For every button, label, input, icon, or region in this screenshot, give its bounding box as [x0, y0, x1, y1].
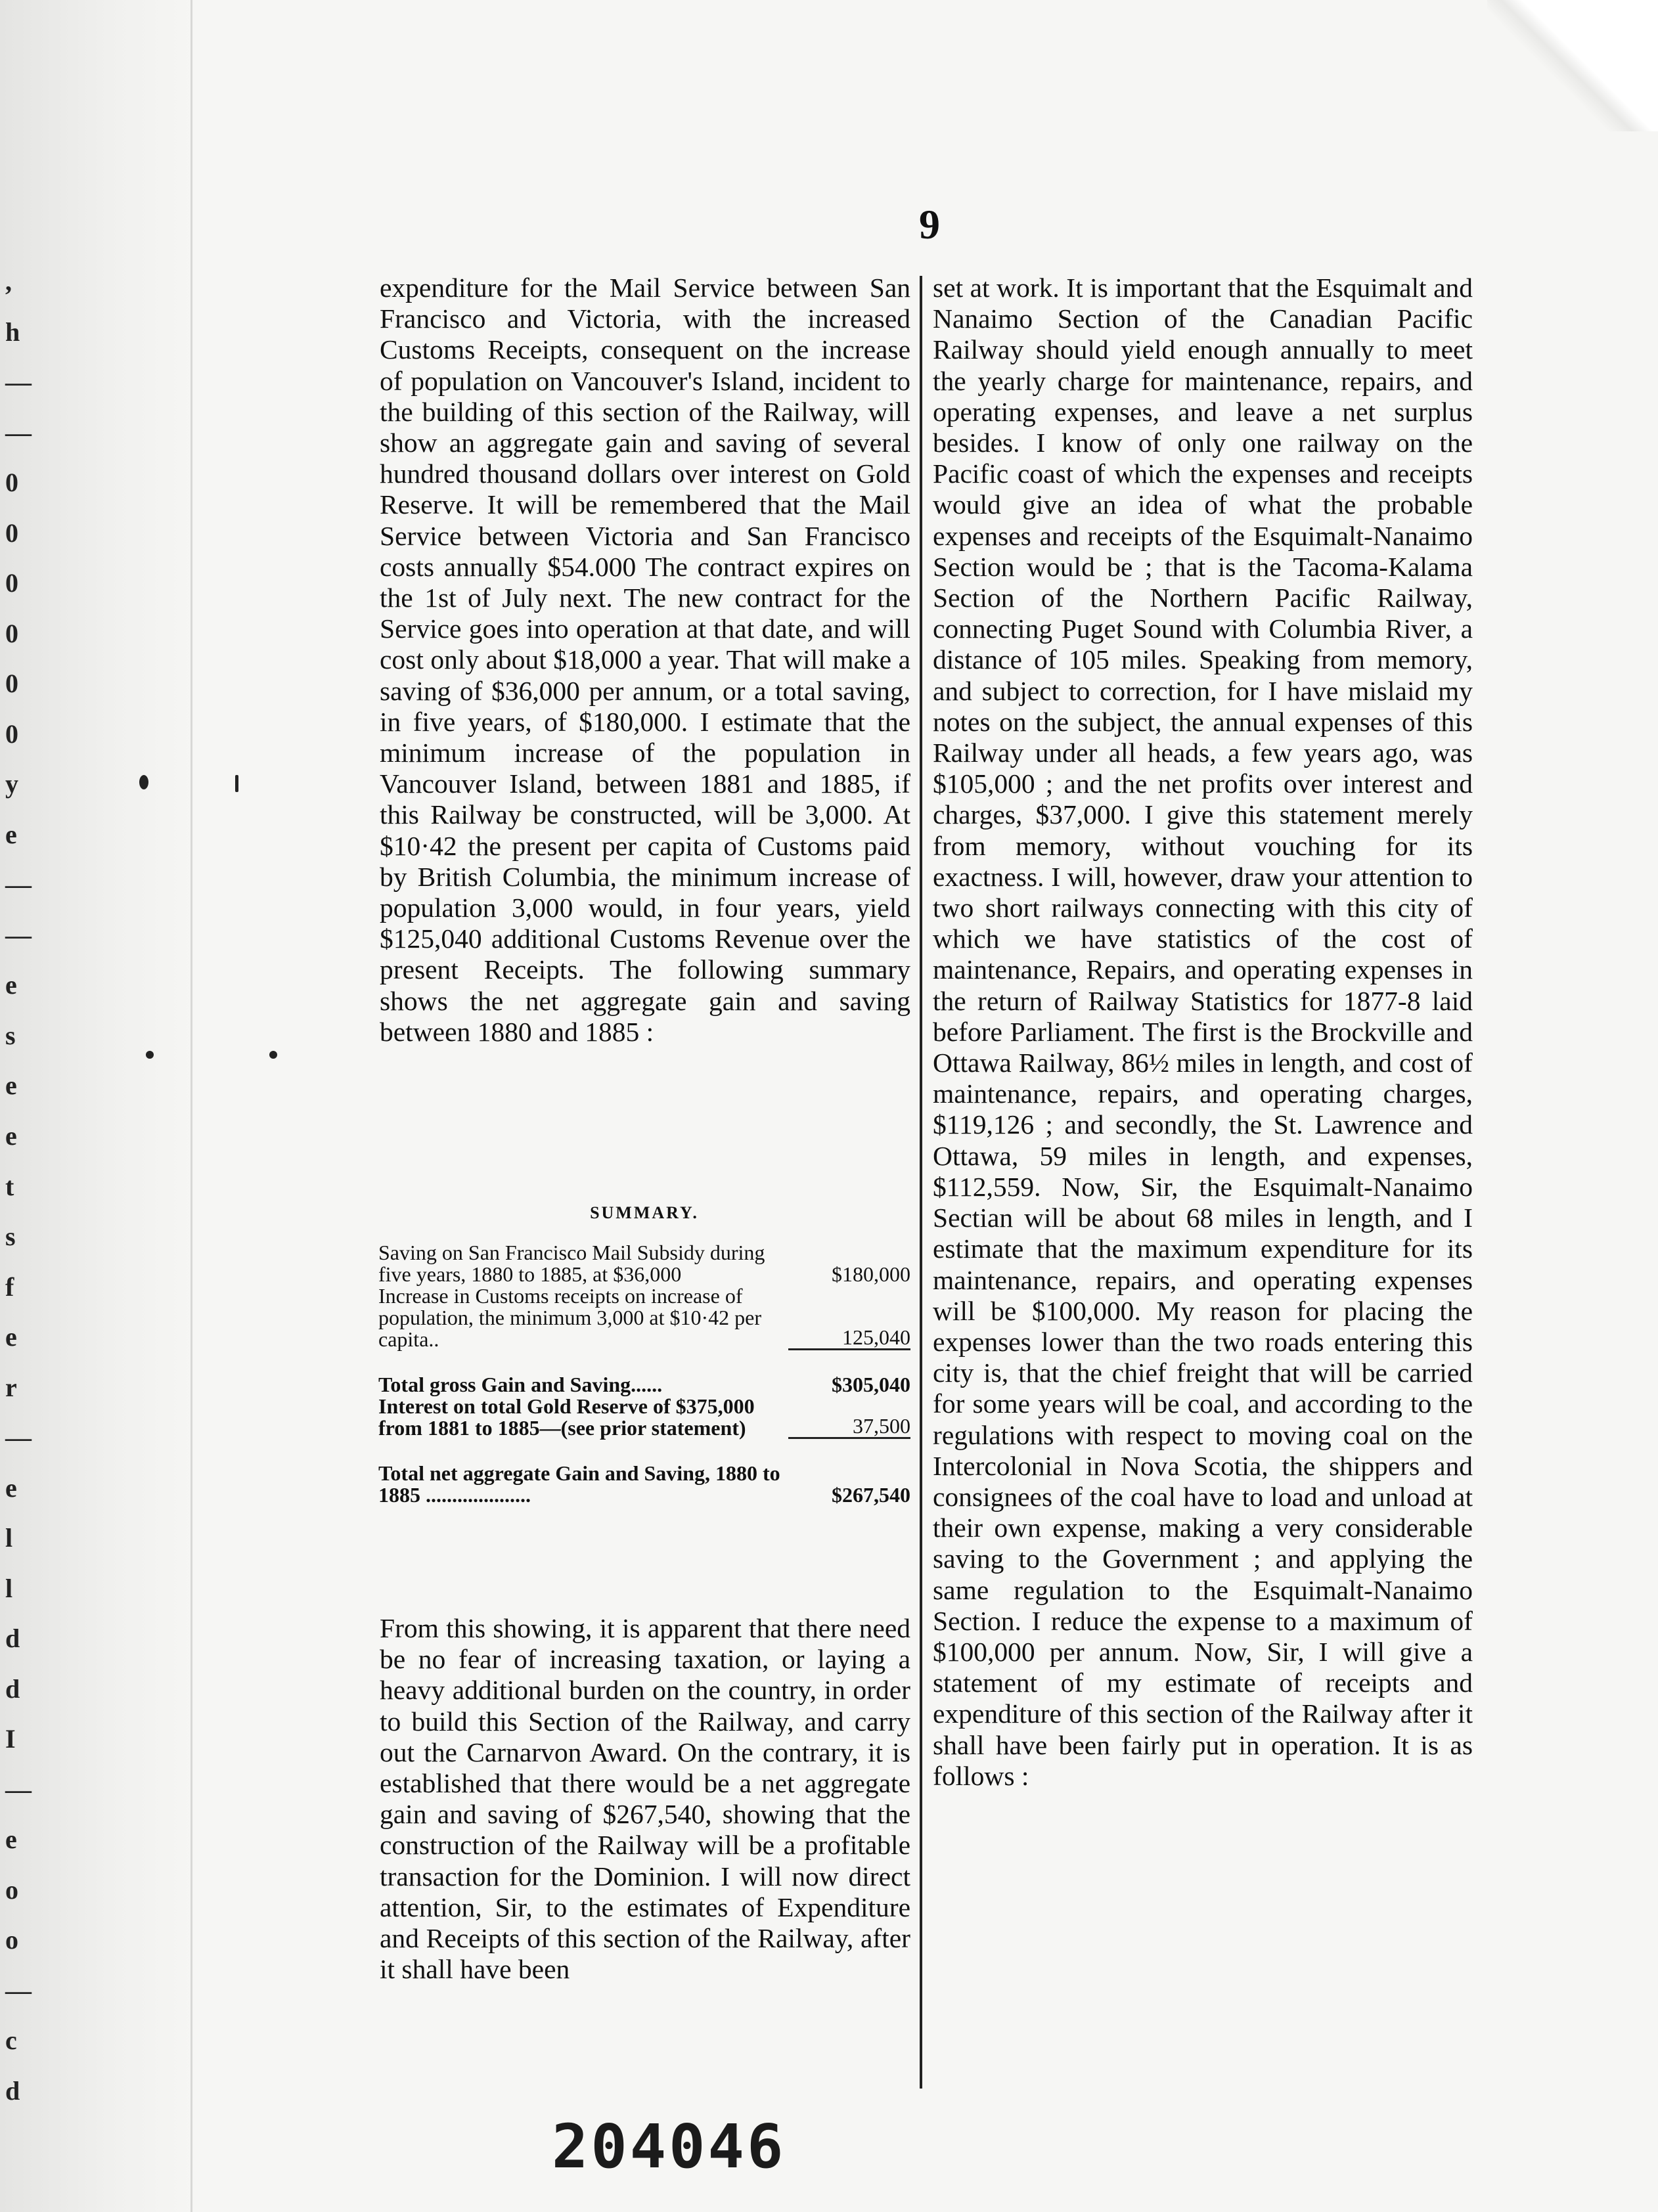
summary-row-label: Saving on San Francisco Mail Subsidy during five years, 1880 to 1885, at $36,000 — [378, 1241, 765, 1286]
summary-row-label: Total net aggregate Gain and Saving, 1880 to 1885 .................... — [378, 1461, 780, 1507]
bleed-mark: 0 — [5, 468, 18, 497]
left-column-paragraph-1: expenditure for the Mail Service between San Francisco and Victoria, with the increased Customs Receipts, consequent on the increase of population on Vancouver's Island, incident to the building of this section of the Railway, will show an aggregate gain and saving of several hundred thousand dollars over interest on Gold Reserve. It will be remembered that the Mail Service between Victoria and San Francisco costs annually $54.000 The contract expires on the 1st of July next. The new contract for the Service goes into operation at that date, and will cost only about $18,000 a year. That will make a saving of $36,000 per annum, or a total saving, in five years, of $180,000. I estimate that the minimum increase of the population in Vancouver Island, between 1881 and 1885, if this Railway be constructed, will be 3,000. At $10·42 the present per capita of Customs paid by British Columbia, the minimum increase of population 3,000 would, in four years, yield $125,040 additional Customs Revenue over the present Receipts. The following summary shows the net aggregate gain and saving between 1880 and 1885 : — [380, 273, 910, 1047]
bleed-mark: s — [5, 1021, 16, 1050]
left-column — [380, 273, 910, 1048]
bleed-mark: h — [5, 317, 20, 347]
ink-speck — [146, 1051, 154, 1059]
bleed-mark: 0 — [5, 619, 18, 648]
page-number: 9 — [919, 201, 940, 248]
bleed-mark: o — [5, 1925, 18, 1955]
summary-row-mail-saving — [378, 1242, 910, 1285]
summary-row-amount: 125,040 — [788, 1327, 910, 1350]
bleed-mark: e — [5, 1473, 17, 1503]
bleed-mark: l — [5, 1574, 13, 1603]
bleed-mark: l — [5, 1523, 13, 1553]
left-column-paragraph-2: From this showing, it is apparent that there need be no fear of increasing taxation, or laying a heavy additional burden on the country, in order to build this Section of the Railway, and carry out the Carnarvon Award. On the contrary, it is established that there would be a net aggregate gain and saving of $267,540, showing that the construction of the Railway will be a profitable transaction for the Dominion. I will now direct attention, Sir, to the estimates of Expenditure and Receipts of this section of the Railway, after it shall have been — [380, 1613, 910, 1985]
summary-row-amount: $180,000 — [832, 1262, 910, 1286]
bleed-mark: 0 — [5, 568, 18, 598]
bleed-mark: r — [5, 1373, 17, 1402]
bleed-mark: — — [5, 367, 32, 397]
bleed-mark: — — [5, 920, 32, 950]
bleed-mark: — — [5, 1423, 32, 1452]
bleed-mark: s — [5, 1222, 16, 1251]
bleed-through-characters — [0, 0, 46, 2212]
bleed-mark: c — [5, 2025, 17, 2055]
ink-speck — [269, 1051, 277, 1059]
bleed-mark: o — [5, 1875, 18, 1905]
bleed-mark: 0 — [5, 518, 18, 548]
left-column-continued — [380, 1613, 910, 1985]
bleed-mark: , — [5, 267, 12, 296]
bleed-mark: e — [5, 820, 17, 849]
summary-row-amount: $267,540 — [832, 1483, 910, 1507]
bleed-mark: 0 — [5, 669, 18, 698]
summary-row-gross-total — [378, 1374, 910, 1396]
bleed-mark: — — [5, 1775, 32, 1804]
bleed-mark: e — [5, 1322, 17, 1352]
bleed-mark: — — [5, 1976, 32, 2005]
summary-row-amount: 37,500 — [788, 1415, 910, 1439]
summary-row-amount: $305,040 — [832, 1373, 910, 1396]
ink-speck — [139, 775, 148, 789]
bleed-mark: e — [5, 1121, 17, 1151]
summary-row-label: Interest on total Gold Reserve of $375,000 from 1881 to 1885—(see prior statement) — [378, 1394, 755, 1440]
bleed-mark: y — [5, 769, 18, 799]
bleed-mark: — — [5, 418, 32, 447]
bleed-mark: 0 — [5, 719, 18, 749]
summary-row-net-total — [378, 1463, 910, 1506]
bleed-mark: I — [5, 1724, 16, 1754]
column-divider — [920, 276, 922, 2089]
page-fold-line — [190, 0, 192, 2212]
ink-speck — [235, 775, 238, 792]
bleed-mark: e — [5, 1825, 17, 1854]
bleed-mark: e — [5, 1071, 17, 1100]
summary-row-label: Total gross Gain and Saving...... — [378, 1373, 663, 1396]
right-column-paragraph: set at work. It is important that the Esquimalt and Nanaimo Section of the Canadian Pacific Railway should yield enough annually to meet the yearly charge for maintenance, repairs, and operating expenses, and leave a net surplus besides. I know of only one railway on the Pacific coast of which the expenses and receipts would give an idea of what the probable expenses and receipts of the Esquimalt-Nanaimo Section would be ; that is the Tacoma-Kalama Section of the Northern Pacific Railway, connecting Puget Sound with Columbia River, a distance of 105 miles. Speaking from memory, and subject to correction, for I have mislaid my notes on the subject, the annual expenses of this Railway under all heads, a few years ago, was $105,000 ; and the net profits over interest and charges, $37,000. I give this statement merely from memory, without vouching for its exactness. I will, however, draw your attention to two short railways connecting with this city of which we have statistics of the cost of maintenance, Repairs, and operating expenses in the return of Railway Statistics for 1877-8 laid before Parliament. The first is the Brockville and Ottawa Railway, 86½ miles in length, and cost of maintenance, repairs, and operating charges, $119,126 ; and secondly, the St. Lawrence and Ottawa, 59 miles in length, and expenses, $112,559. Now, Sir, the Esquimalt-Nanaimo Sectian will be about 68 miles in length, and I estimate that the maximum expenditure for its maintenance, repairs, and operating expenses will be $100,000. My reason for placing the expenses lower than the two roads entering this city is, that the chief freight that will be carried for some years will be coal, and according to the regulations with respect to moving coal on the Intercolonial in Nova Scotia, the shippers and consignees of the coal have to load and unload at their own expense, making a very considerable saving to the Government ; and applying the same regulation to the Esquimalt-Nanaimo Section. I reduce the expense to a maximum of $100,000 per annum. Now, Sir, I will give a statement of my estimate of receipts and expenditure of this section of the Railway after it shall have been fairly put in operation. It is as follows : — [933, 273, 1473, 1791]
bleed-mark: d — [5, 1674, 20, 1704]
summary-row-interest — [378, 1396, 910, 1439]
folded-corner — [1487, 0, 1658, 131]
bleed-mark: f — [5, 1272, 14, 1302]
bleed-mark: t — [5, 1172, 14, 1201]
bleed-mark: d — [5, 1624, 20, 1653]
archive-stamp-number: 204046 — [552, 2112, 786, 2182]
bleed-mark: — — [5, 870, 32, 899]
bleed-mark: d — [5, 2076, 20, 2106]
summary-title: SUMMARY. — [590, 1203, 699, 1222]
summary-table — [378, 1202, 910, 1506]
right-column — [933, 273, 1473, 1792]
summary-row-customs-increase — [378, 1285, 910, 1350]
summary-row-label: Increase in Customs receipts on increase of population, the minimum 3,000 at $10·42 per capita.. — [378, 1284, 762, 1351]
bleed-mark: e — [5, 970, 17, 1000]
